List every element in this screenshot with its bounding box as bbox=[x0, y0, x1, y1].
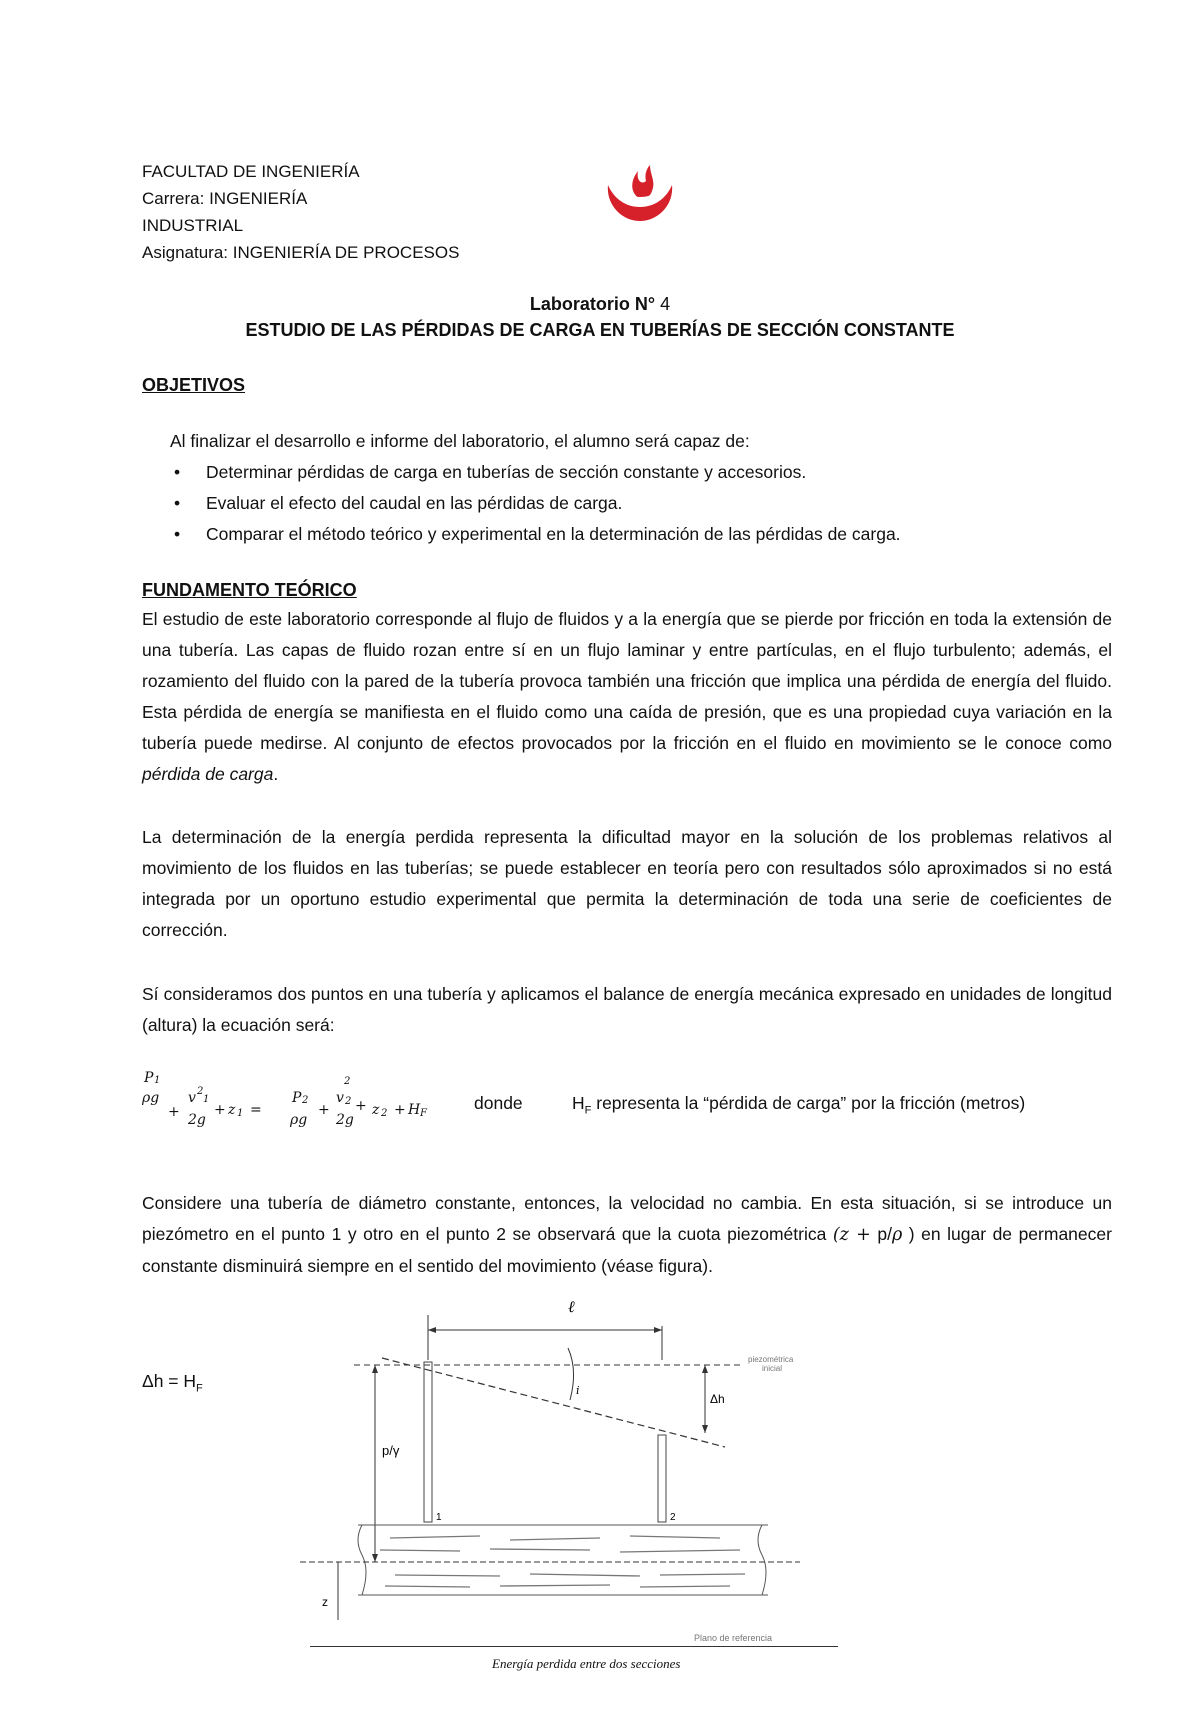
lab-label: Laboratorio N° bbox=[529, 294, 656, 314]
z-label: z bbox=[322, 1595, 328, 1609]
eq-v2: v bbox=[336, 1090, 344, 1106]
subject-label: Asignatura: INGENIERÍA DE PROCESOS bbox=[142, 243, 460, 262]
theory-heading: FUNDAMENTO TEÓRICO bbox=[142, 580, 357, 600]
eq-denominator: 2g bbox=[188, 1112, 206, 1128]
delta-h-label bbox=[142, 1366, 203, 1405]
arrow-icon bbox=[428, 1327, 436, 1333]
length-label: ℓ bbox=[568, 1300, 575, 1316]
rho-symbol: ρ bbox=[891, 1225, 903, 1245]
faculty-name: FACULTAD DE INGENIERÍA bbox=[142, 162, 360, 181]
paragraph-end: . bbox=[273, 764, 279, 784]
objective-item bbox=[174, 519, 1106, 550]
angle-label: i bbox=[576, 1384, 580, 1397]
objective-text: Comparar el método teórico y experimental en la determinación de las pérdidas de carga. bbox=[206, 524, 901, 544]
energy-equation bbox=[142, 1070, 472, 1142]
paragraph-text: ) en lugar de permanecer constante disminuirá siempre en el sentido del movimiento (véase figura). bbox=[142, 1224, 1112, 1276]
piezometer-2 bbox=[658, 1435, 666, 1522]
paragraph-text: El estudio de este laboratorio corresponde al flujo de fluidos y a la energía que se pierde por fricción en toda la extensión de una tubería. Las capas de fluido rozan entre sí en un flujo laminar y entre partículas, en el flujo turbulento; además, el rozamiento del fluido con la pared de la tubería provoca también una fricción que implica una pérdida de energía del fluido. Esta pérdida de energía se manifiesta en el fluido como una caída de presión, que es una propiedad cuya variación en la tubería puede medirse. Al conjunto de efectos provocados por la fricción en el fluido en movimiento se le conoce como bbox=[142, 609, 1112, 753]
arrow-icon bbox=[654, 1327, 662, 1333]
main-title: ESTUDIO DE LAS PÉRDIDAS DE CARGA EN TUBERÍAS DE SECCIÓN CONSTANTE bbox=[245, 320, 955, 340]
eq-plus: + bbox=[394, 1102, 406, 1118]
eq-denominator: ρg bbox=[290, 1112, 308, 1128]
figure-caption: Energía perdida entre dos secciones bbox=[492, 1656, 681, 1671]
arrow-icon bbox=[372, 1365, 378, 1373]
eq-z1: z bbox=[228, 1102, 236, 1118]
university-logo bbox=[604, 163, 676, 225]
eq-plus: + bbox=[168, 1104, 180, 1120]
eq-p1: P bbox=[144, 1070, 154, 1086]
eq-hf: H bbox=[408, 1102, 421, 1118]
head-loss-figure bbox=[300, 1300, 840, 1620]
theory-paragraph-4 bbox=[142, 1188, 1112, 1282]
eq-plus: + bbox=[214, 1102, 226, 1118]
theory-paragraph-1 bbox=[142, 604, 1112, 790]
piezometric-line bbox=[382, 1358, 725, 1447]
arrow-icon bbox=[372, 1554, 378, 1562]
objective-item bbox=[174, 488, 1106, 519]
objective-text: Evaluar el efecto del caudal en las pérdidas de carga. bbox=[206, 493, 623, 513]
theory-paragraph-2: La determinación de la energía perdida representa la dificultad mayor en la solución de los problemas relativos al movimiento de los fluidos en las tuberías; se puede establecer en teoría pero con resultados sólo aproximados si no está integrada por un oportuno estudio experimental que permita la determinación de toda una serie de coeficientes de corrección. bbox=[142, 827, 1112, 940]
bullet-icon: • bbox=[174, 462, 181, 482]
equation-description bbox=[572, 1088, 1025, 1127]
line-label: piezométrica bbox=[748, 1355, 794, 1364]
pipe-break bbox=[358, 1525, 366, 1595]
lab-title bbox=[0, 294, 1200, 315]
eq-equals: = bbox=[250, 1102, 262, 1118]
theory-paragraph-3: Sí consideramos dos puntos en una tubería y aplicamos el balance de energía mecánica expresado en unidades de longitud (altura) la ecuación será: bbox=[142, 984, 1112, 1035]
objective-item bbox=[174, 457, 1106, 488]
career-label: Carrera: INGENIERÍA bbox=[142, 189, 308, 208]
objective-text: Determinar pérdidas de carga en tuberías de sección constante y accesorios. bbox=[206, 462, 807, 482]
eq-sub: F bbox=[420, 1108, 427, 1119]
eq-denominator: ρg bbox=[142, 1090, 160, 1106]
hf-symbol: H bbox=[572, 1093, 585, 1113]
hf-description: representa la “pérdida de carga” por la fricción (metros) bbox=[596, 1093, 1026, 1113]
pressure-head-label: p/γ bbox=[382, 1443, 400, 1458]
pipe-break bbox=[758, 1525, 766, 1595]
objectives-intro: Al finalizar el desarrollo e informe del laboratorio, el alumno será capaz de: bbox=[170, 431, 750, 451]
piezometer-label: 1 bbox=[436, 1512, 442, 1523]
bullet-icon: • bbox=[174, 524, 181, 544]
eq-sub: 1 bbox=[237, 1108, 244, 1119]
eq-square: 2 bbox=[344, 1076, 351, 1087]
arrow-icon bbox=[702, 1365, 708, 1373]
eq-sub: 2 bbox=[381, 1108, 388, 1119]
delta-h-figure-label: Δh bbox=[710, 1392, 725, 1406]
piezometric-expr: p/ bbox=[877, 1224, 892, 1244]
datum-line bbox=[310, 1646, 838, 1647]
piezometric-expr: (z + bbox=[832, 1225, 871, 1245]
bullet-icon: • bbox=[174, 493, 181, 513]
eq-p2: P bbox=[292, 1090, 302, 1106]
eq-plus: + bbox=[318, 1102, 330, 1118]
hf-sub: F bbox=[584, 1104, 592, 1117]
eq-sub: 1 bbox=[203, 1094, 210, 1105]
eq-z2: z bbox=[372, 1102, 380, 1118]
delta-h-text: Δh = H bbox=[142, 1371, 197, 1391]
piezometer-label: 2 bbox=[670, 1512, 676, 1523]
angle-arc bbox=[568, 1348, 574, 1400]
eq-sub: 2 bbox=[302, 1095, 309, 1106]
paragraph-text: Considere una tubería de diámetro constante, entonces, la velocidad no cambia. En esta situación, si se introduce un piezómetro en el punto 1 y otro en el punto 2 se observará que la cuota piezométrica bbox=[142, 1193, 1112, 1244]
lab-number: 4 bbox=[660, 294, 671, 314]
datum-label: Plano de referencia bbox=[694, 1633, 773, 1643]
eq-sub: 2 bbox=[345, 1096, 352, 1107]
header-block bbox=[142, 158, 459, 266]
emphasis-text: pérdida de carga bbox=[142, 764, 274, 784]
eq-sub: 1 bbox=[154, 1075, 161, 1086]
line-label: inicial bbox=[762, 1364, 783, 1373]
eq-plus: + bbox=[355, 1098, 367, 1114]
equation-where: donde bbox=[474, 1093, 523, 1113]
piezometer-1 bbox=[424, 1362, 432, 1522]
career-label-2: INDUSTRIAL bbox=[142, 216, 244, 235]
eq-v1: v bbox=[188, 1090, 196, 1106]
arrow-icon bbox=[702, 1425, 708, 1433]
eq-square: 2 bbox=[197, 1086, 204, 1097]
delta-h-sub: F bbox=[196, 1382, 203, 1395]
objectives-heading: OBJETIVOS bbox=[142, 375, 246, 395]
eq-denominator: 2g bbox=[336, 1112, 354, 1128]
